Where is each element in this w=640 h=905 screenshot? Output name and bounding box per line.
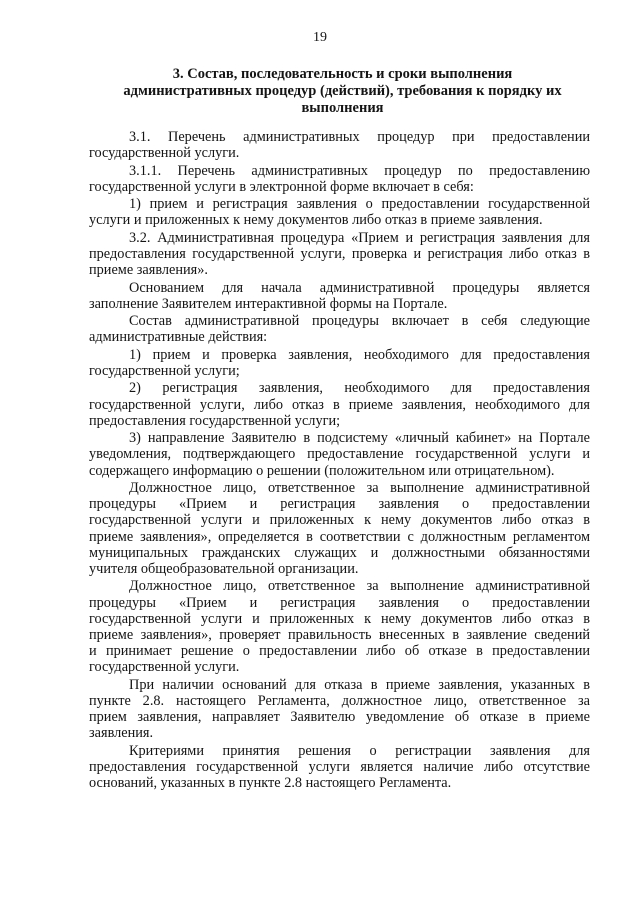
text-line: 2) регистрация заявления, необходимого для предоставления: [129, 380, 590, 397]
text-line: предоставления государственной услуги;: [89, 412, 341, 429]
text-line: приеме заявления», проверяет правильность внесенных в заявление сведений: [89, 626, 590, 643]
text-line: государственной услуги и приложенных к нему документов либо отказ в: [89, 610, 590, 627]
section-heading: [90, 66, 595, 117]
paragraph: [89, 196, 590, 228]
heading-line: выполнения: [301, 100, 384, 116]
text-line: и принимает решение о предоставлении либо об отказе в предоставлении: [89, 643, 590, 660]
text-line: предоставления государственной услуги, проверка и регистрация либо отказ в: [89, 245, 590, 262]
text-line: 3) направление Заявителю в подсистему «личный кабинет» на Портале: [129, 430, 590, 447]
text-line: процедуры «Прием и регистрация заявления о предоставлении: [89, 594, 590, 611]
heading-line: административных процедур (действий), требования к порядку их: [123, 83, 562, 99]
paragraph: [89, 578, 590, 675]
text-line: государственной услуги в электронной форме включает в себя:: [89, 178, 474, 195]
text-line: Критериями принятия решения о регистрации заявления для: [129, 742, 590, 759]
text-line: приеме заявления», определяется в соответствии с должностным регламентом: [89, 528, 590, 545]
text-line: административные действия:: [89, 329, 268, 346]
paragraph: [89, 430, 590, 479]
paragraph: [89, 743, 590, 792]
text-line: уведомления, подтверждающего предоставление государственной услуги и: [89, 446, 590, 463]
heading-line: 3. Состав, последовательность и сроки выполнения: [172, 66, 513, 82]
paragraph: [89, 280, 590, 312]
paragraph: [89, 380, 590, 429]
text-line: заполнение Заявителем интерактивной формы на Портале.: [89, 295, 448, 312]
text-line: заявления.: [89, 725, 154, 742]
text-line: учителя общеобразовательной организации.: [89, 560, 359, 577]
text-line: Состав административной процедуры включает в себя следующие: [129, 313, 590, 330]
paragraph: [89, 313, 590, 345]
text-line: Должностное лицо, ответственное за выполнение административной: [129, 578, 590, 595]
text-line: 3.1. Перечень административных процедур при предоставлении: [129, 129, 590, 145]
text-line: 1) прием и проверка заявления, необходимого для предоставления: [129, 346, 590, 363]
text-line: При наличии оснований для отказа в приеме заявления, указанных в: [129, 676, 590, 693]
paragraph: [89, 163, 590, 195]
text-line: услуги и приложенных к нему документов либо отказ в приеме заявления.: [89, 212, 543, 229]
text-line: государственной услуги.: [89, 145, 240, 162]
text-line: оснований, указанных в пункте 2.8 настоящего Регламента.: [89, 775, 452, 792]
text-line: прием заявления, направляет Заявителю уведомление об отказе в приеме: [89, 709, 590, 726]
paragraph: [89, 230, 590, 279]
text-line: государственной услуги.: [89, 659, 240, 676]
text-line: государственной услуги;: [89, 362, 240, 379]
body-text: [89, 129, 590, 793]
text-line: 3.2. Административная процедура «Прием и регистрация заявления для: [129, 229, 590, 246]
text-line: приеме заявления».: [89, 262, 208, 279]
paragraph: [89, 480, 590, 577]
text-line: Основанием для начала административной процедуры является: [129, 279, 590, 296]
text-line: процедуры «Прием и регистрация заявления о предоставлении: [89, 496, 590, 513]
text-line: пункте 2.8. настоящего Регламента, должностное лицо, ответственное за: [89, 692, 590, 709]
paragraph: [89, 347, 590, 379]
text-line: муниципальных гражданских служащих и должностными обязанностями: [89, 544, 590, 561]
text-line: 3.1.1. Перечень административных процедур по предоставлению: [129, 162, 590, 179]
text-line: предоставления государственной услуги является наличие либо отсутствие: [89, 758, 590, 775]
text-line: государственной услуги и приложенных к нему документов либо отказ в: [89, 512, 590, 529]
paragraph: [89, 129, 590, 161]
text-line: государственной услуги, либо отказ в приеме заявления, необходимого для: [89, 396, 590, 413]
paragraph: [89, 677, 590, 742]
text-line: 1) прием и регистрация заявления о предоставлении государственной: [129, 196, 590, 213]
text-line: содержащего информацию о решении (положительном или отрицательном).: [89, 462, 555, 479]
page-number: 19: [313, 30, 327, 45]
text-line: Должностное лицо, ответственное за выполнение административной: [129, 479, 590, 496]
